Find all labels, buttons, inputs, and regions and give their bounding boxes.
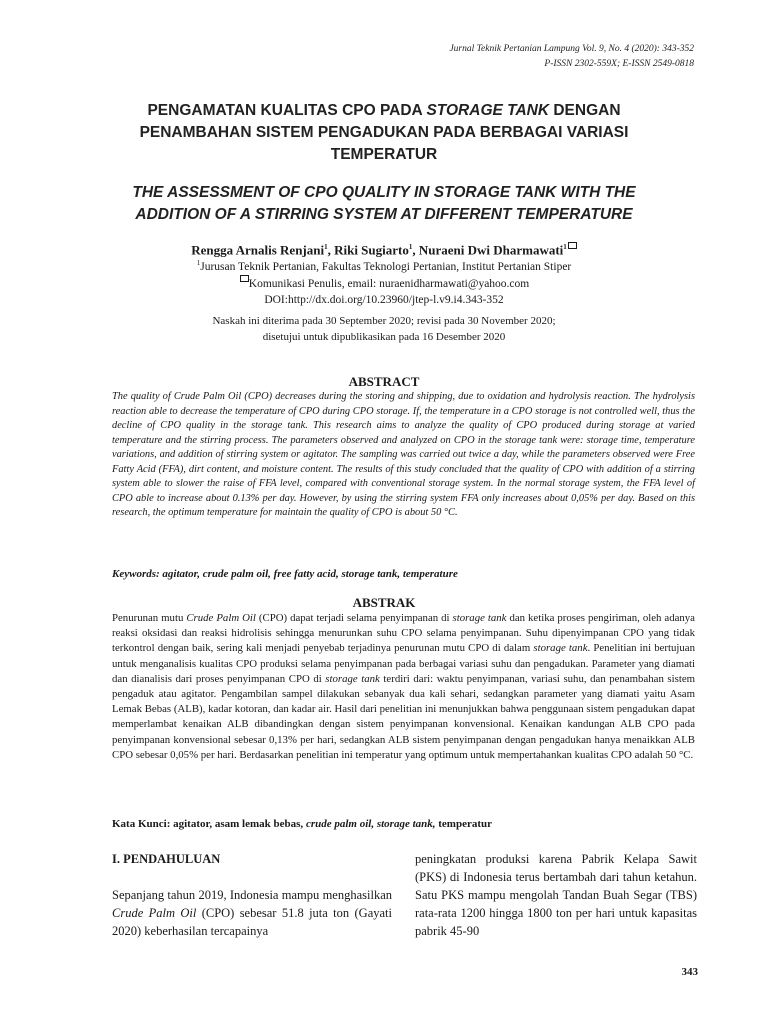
author-list: Rengga Arnalis Renjani$^1$, Riki Sugiarto$^1$, Nuraeni Dwi Dharmawati$^1$ <box>60 238 708 259</box>
corresponding-email[interactable]: Komunikasi Penulis, email: nuraenidharmawati@yahoo.com <box>248 278 530 291</box>
dates-line1: Naskah ini diterima pada 30 September 2020; revisi pada 30 November 2020; <box>212 315 556 327</box>
author-3: Nuraeni Dwi Dharmawati <box>418 242 564 258</box>
dates-line2: disetujui untuk dipublikasikan pada 16 Desember 2020 <box>262 331 506 343</box>
journal-header <box>449 42 694 72</box>
title-id-line1-ital: STORAGE TANK <box>426 102 550 119</box>
affiliation-block: $^1$Jurusan Teknik Pertanian, Fakultas Teknologi Pertanian, Institut Pertanian Stiper Komunikasi Penulis, email: nuraenidharmawati@yahoo.com DOI:http://dx.doi.org/10.23960/jtep-l.v9.i4.343-352 <box>60 256 708 308</box>
title-id-line1-post: DENGAN <box>549 102 621 119</box>
title-english <box>60 182 708 226</box>
abstrak-heading: ABSTRAK <box>352 595 416 610</box>
submission-dates <box>60 313 708 345</box>
title-en-line1: THE ASSESSMENT OF CPO QUALITY IN STORAGE TANK WITH THE <box>132 184 636 201</box>
kata-kunci: Kata Kunci: agitator, asam lemak bebas, crude palm oil, storage tank, temperatur <box>112 818 493 830</box>
title-id-line3: TEMPERATUR <box>330 146 438 163</box>
title-id-line1-pre: PENGAMATAN KUALITAS CPO PADA <box>147 102 427 119</box>
envelope-icon <box>240 275 249 282</box>
journal-citation: Jurnal Teknik Pertanian Lampung Vol. 9, No. 4 (2020): 343-352 <box>449 44 694 54</box>
title-en-line2: ADDITION OF A STIRRING SYSTEM AT DIFFERENT TEMPERATURE <box>135 206 633 223</box>
left-column <box>112 850 392 940</box>
abstract-heading: ABSTRACT <box>348 374 420 389</box>
author-1: Rengga Arnalis Renjani <box>191 242 325 258</box>
abstract-text: The quality of Crude Palm Oil (CPO) decreases during the storing and shipping, due to oxidation and hydrolysis reaction. The hydrolysis reaction able to decrease the temperature of CPO during CPO storage. If, the temperature in a CPO storage is not controlled well, thus the decline of CPO quality in the storage tank. This research aims to analyze the quality of CPO produced during storage at varied temperature and the stirring process. The parameters observed and analyzed on CPO in the storage tank were: storage time, temperature variations, and addition of stirring system or agitator. The sampling was carried out twice a day, while the parameters observed were Free Fatty Acid (FFA), dirt content, and moisture content. The results of this study concluded that the quality of CPO with addition of a stirring system able to slower the raise of FFA level, compared with conventional storage system. In the normal storage system, the FFA level of CPO able to increase about 0.13% per day. However, by using the stirring system FFA only increases about 0,05% per day. Based on this research, the optimum temperature for maintain the quality of CPO is about 50 °C. <box>112 391 695 518</box>
right-column <box>415 850 697 940</box>
title-id-line2: PENAMBAHAN SISTEM PENGADUKAN PADA BERBAGAI VARIASI <box>139 124 629 141</box>
page-number: 343 <box>681 966 698 978</box>
intro-paragraph-left: Sepanjang tahun 2019, Indonesia mampu menghasilkan Crude Palm Oil (CPO) sebesar 51.8 juta ton (Gayati 2020) keberhasilan tercapainya <box>112 888 392 938</box>
intro-heading: I. PENDAHULUAN <box>112 852 221 866</box>
doi-link[interactable]: DOI:http://dx.doi.org/10.23960/jtep-l.v9.i4.343-352 <box>264 293 504 306</box>
intro-paragraph-right: peningkatan produksi karena Pabrik Kelapa Sawit (PKS) di Indonesia terus bertambah dari tahun ketahun. Satu PKS mampu mengolah Tandan Buah Segar (TBS) rata-rata 1200 hingga 1800 ton per hari untuk kapasitas pabrik 45-90 <box>415 852 697 938</box>
abstrak-text: Penurunan mutu Crude Palm Oil (CPO) dapat terjadi selama penyimpanan di storage tank dan ketika proses pengiriman, oleh adanya reaksi oksidasi dan reaksi hidrolisis sehingga menurunkan suhu CPO selama penyimpanan. Suhu dipenyimpanan CPO yang tidak terkontrol dengan baik, sering kali menjadi penyebab terjadinya penurunan mutu CPO di dalam storage tank. Penelitian ini bertujuan untuk menganalisis kualitas CPO produksi selama penyimpanan pada berbagai variasi suhu dan pengadukan. Parameter yang diamati dan dianalisis dari proses penyimpanan CPO di storage tank terdiri dari: waktu penyimpanan, variasi suhu, dan penambahan sistem pengaduk atau agitator. Pengambilan sampel dilakukan sebanyak dua kali sehari, sedangkan parameter yang diamati yaitu Asam Lemak Bebas (ALB), kadar kotoran, dan kadar air. Hasil dari penelitian ini menunjukkan bahwa penggunaan sistem pengadukan dapat memperlambat kenaikan ALB dibandingkan dengan sistem penyimpanan konvensional. Kenaikan kandungan ALB CPO pada penyimpanan konvensional sebesar 0,13% per hari, sedangkan ALB sistem penyimpanan dengan pengadukan hanya menaikkan ALB CPO sebesar 0,05% per hari. Berdasarkan penelitian ini temperatur yang optimum untuk mempertahankan kualitas CPO adalah 50 °C. <box>112 612 696 761</box>
author-2: Riki Sugiarto <box>334 242 409 258</box>
journal-issn: P-ISSN 2302-559X; E-ISSN 2549-0818 <box>544 59 694 69</box>
affiliation-institution: Jurusan Teknik Pertanian, Fakultas Teknologi Pertanian, Institut Pertanian Stiper <box>200 260 572 273</box>
envelope-icon <box>568 242 577 249</box>
keywords: Keywords: agitator, crude palm oil, free fatty acid, storage tank, temperature <box>112 568 458 580</box>
title-indonesian <box>60 100 708 166</box>
